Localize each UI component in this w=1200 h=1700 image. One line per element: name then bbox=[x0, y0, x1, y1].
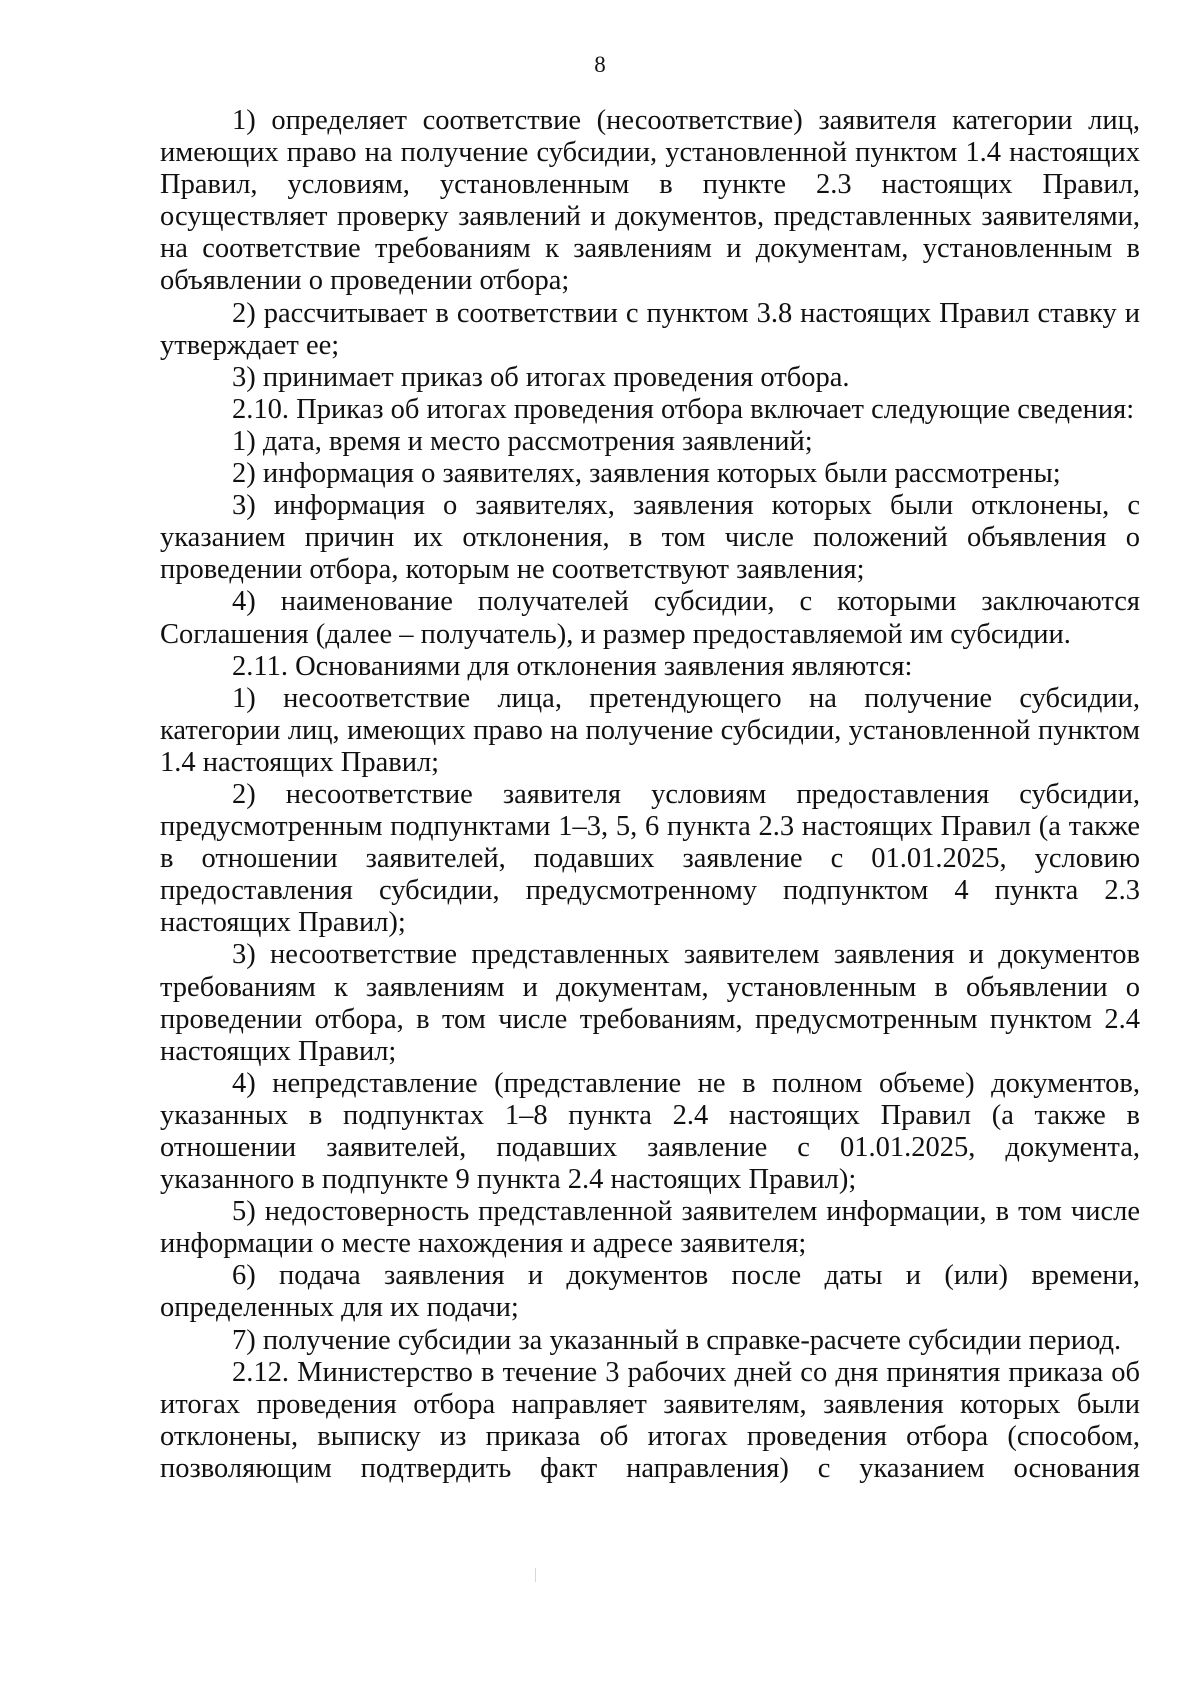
paragraph-2-10-item-3: 3) информация о заявителях, заявления которых были отклонены, с указанием причин их отклонения, в том числе положений объявления о проведении отбора, которым не соответствуют заявления; bbox=[160, 490, 1140, 586]
paragraph-2-9-item-3: 3) принимает приказ об итогах проведения отбора. bbox=[232, 361, 850, 393]
paragraph-2-9-item-1: 1) определяет соответствие (несоответствие) заявителя категории лиц, имеющих право на получение субсидии, установленной пунктом 1.4 настоящих Правил, условиям, установленным в пункте 2.3 настоящих Правил, осуществляет проверку заявлений и документов, представленных заявителями, на соответствие требованиям к заявлениям и документам, установленным в объявлении о проведении отбора; bbox=[160, 105, 1140, 297]
document-body bbox=[160, 105, 1140, 1485]
paragraph-2-11-item-1: 1) несоответствие лица, претендующего на получение субсидии, категории лиц, имеющих право на получение субсидии, установленной пунктом 1.4 настоящих Правил; bbox=[160, 682, 1140, 778]
paragraph-2-11-item-4: 4) непредставление (представление не в полном объеме) документов, указанных в подпунктах 1–8 пункта 2.4 настоящих Правил (а также в отношении заявителей, подавших заявление с 01.01.2025, документа, указанного в подпункте 9 пункта 2.4 настоящих Правил); bbox=[160, 1067, 1140, 1196]
paragraph-2-10-item-4: 4) наименование получателей субсидии, с которыми заключаются Соглашения (далее – получатель), и размер предоставляемой им субсидии. bbox=[160, 586, 1140, 650]
paragraph-2-10: 2.10. Приказ об итогах проведения отбора включает следующие сведения: bbox=[232, 393, 1135, 425]
scan-artifact bbox=[535, 1568, 536, 1582]
paragraph-2-11-item-7: 7) получение субсидии за указанный в справке-расчете субсидии период. bbox=[232, 1324, 1122, 1356]
paragraph-2-11-item-2: 2) несоответствие заявителя условиям предоставления субсидии, предусмотренным подпунктами 1–3, 5, 6 пункта 2.3 настоящих Правил (а также в отношении заявителей, подавших заявление с 01.01.2025, условию предоставления субсидии, предусмотренному подпунктом 4 пункта 2.3 настоящих Правил); bbox=[160, 778, 1140, 939]
paragraph-2-10-item-2: 2) информация о заявителях, заявления которых были рассмотрены; bbox=[232, 458, 1061, 490]
page-number: 8 bbox=[594, 52, 606, 77]
paragraph-2-11: 2.11. Основаниями для отклонения заявления являются: bbox=[232, 650, 913, 682]
paragraph-2-10-item-1: 1) дата, время и место рассмотрения заявлений; bbox=[232, 425, 813, 457]
paragraph-2-11-item-3: 3) несоответствие представленных заявителем заявления и документов требованиям к заявлениям и документам, установленным в объявлении о проведении отбора, в том числе требованиям, предусмотренным пунктом 2.4 настоящих Правил; bbox=[160, 939, 1140, 1067]
paragraph-2-11-item-5: 5) недостоверность представленной заявителем информации, в том числе информации о месте нахождения и адресе заявителя; bbox=[160, 1196, 1140, 1260]
paragraph-2-9-item-2: 2) рассчитывает в соответствии с пунктом 3.8 настоящих Правил ставку и утверждает ее; bbox=[160, 297, 1140, 361]
paragraph-2-11-item-6: 6) подача заявления и документов после даты и (или) времени, определенных для их подачи; bbox=[160, 1260, 1140, 1324]
paragraph-2-12: 2.12. Министерство в течение 3 рабочих дней со дня принятия приказа об итогах проведения отбора направляет заявителям, заявления которых были отклонены, выписку из приказа об итогах проведения отбора (способом, позволяющим подтвердить факт направления) с указанием основания bbox=[160, 1356, 1140, 1484]
